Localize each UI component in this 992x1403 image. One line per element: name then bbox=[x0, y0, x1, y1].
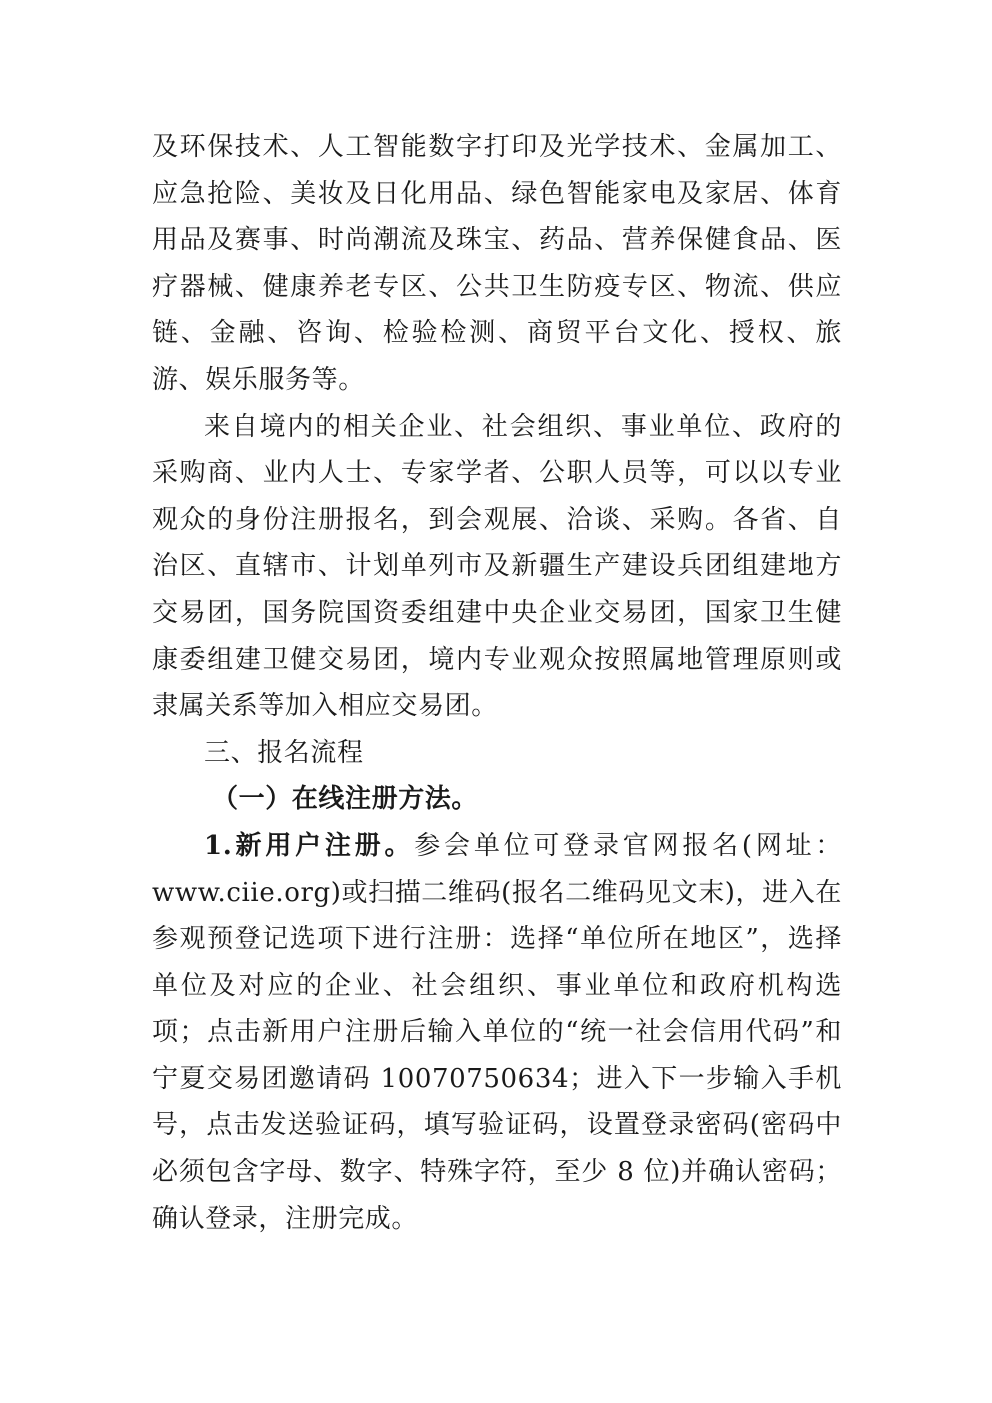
paragraph-exhibit-categories: 及环保技术、人工智能数字打印及光学技术、金属加工、应急抢险、美妆及日化用品、绿色智能家电及家居、体育用品及赛事、时尚潮流及珠宝、药品、营养保健食品、医疗器械、健康养老专区、公共卫生防疫专区、物流、供应链、金融、咨询、检验检测、商贸平台文化、授权、旅游、娱乐服务等。 bbox=[152, 132, 842, 395]
document-body bbox=[152, 124, 842, 1242]
section-heading-registration-process: 三、报名流程 bbox=[204, 737, 364, 768]
item-body-new-user: 参会单位可登录官网报名(网址：www.ciie.org)或扫描二维码(报名二维码见文末)，进入在参观预登记选项下进行注册：选择“单位所在地区”，选择单位及对应的企业、社会组织、事业单位和政府机构选项；点击新用户注册后输入单位的“统一社会信用代码”和宁夏交易团邀请码 10070750634；进入下一步输入手机号，点击发送验证码，填写验证码，设置登录密码(密码中必须包含字母、数字、特殊字符，至少 8 位)并确认密码；确认登录，注册完成。 bbox=[152, 830, 842, 1234]
subheading-online-registration: （一）在线注册方法。 bbox=[212, 784, 479, 815]
paragraph-new-user-registration bbox=[152, 823, 842, 1242]
paragraph-professional-visitors: 来自境内的相关企业、社会组织、事业单位、政府的采购商、业内人士、专家学者、公职人员等，可以以专业观众的身份注册报名，到会观展、洽谈、采购。各省、自治区、直辖市、计划单列市及新疆生产建设兵团组建地方交易团，国务院国资委组建中央企业交易团，国家卫生健康委组建卫健交易团，境内专业观众按照属地管理原则或隶属关系等加入相应交易团。 bbox=[152, 411, 842, 722]
item-lead-new-user: 1.新用户注册。 bbox=[204, 830, 415, 861]
